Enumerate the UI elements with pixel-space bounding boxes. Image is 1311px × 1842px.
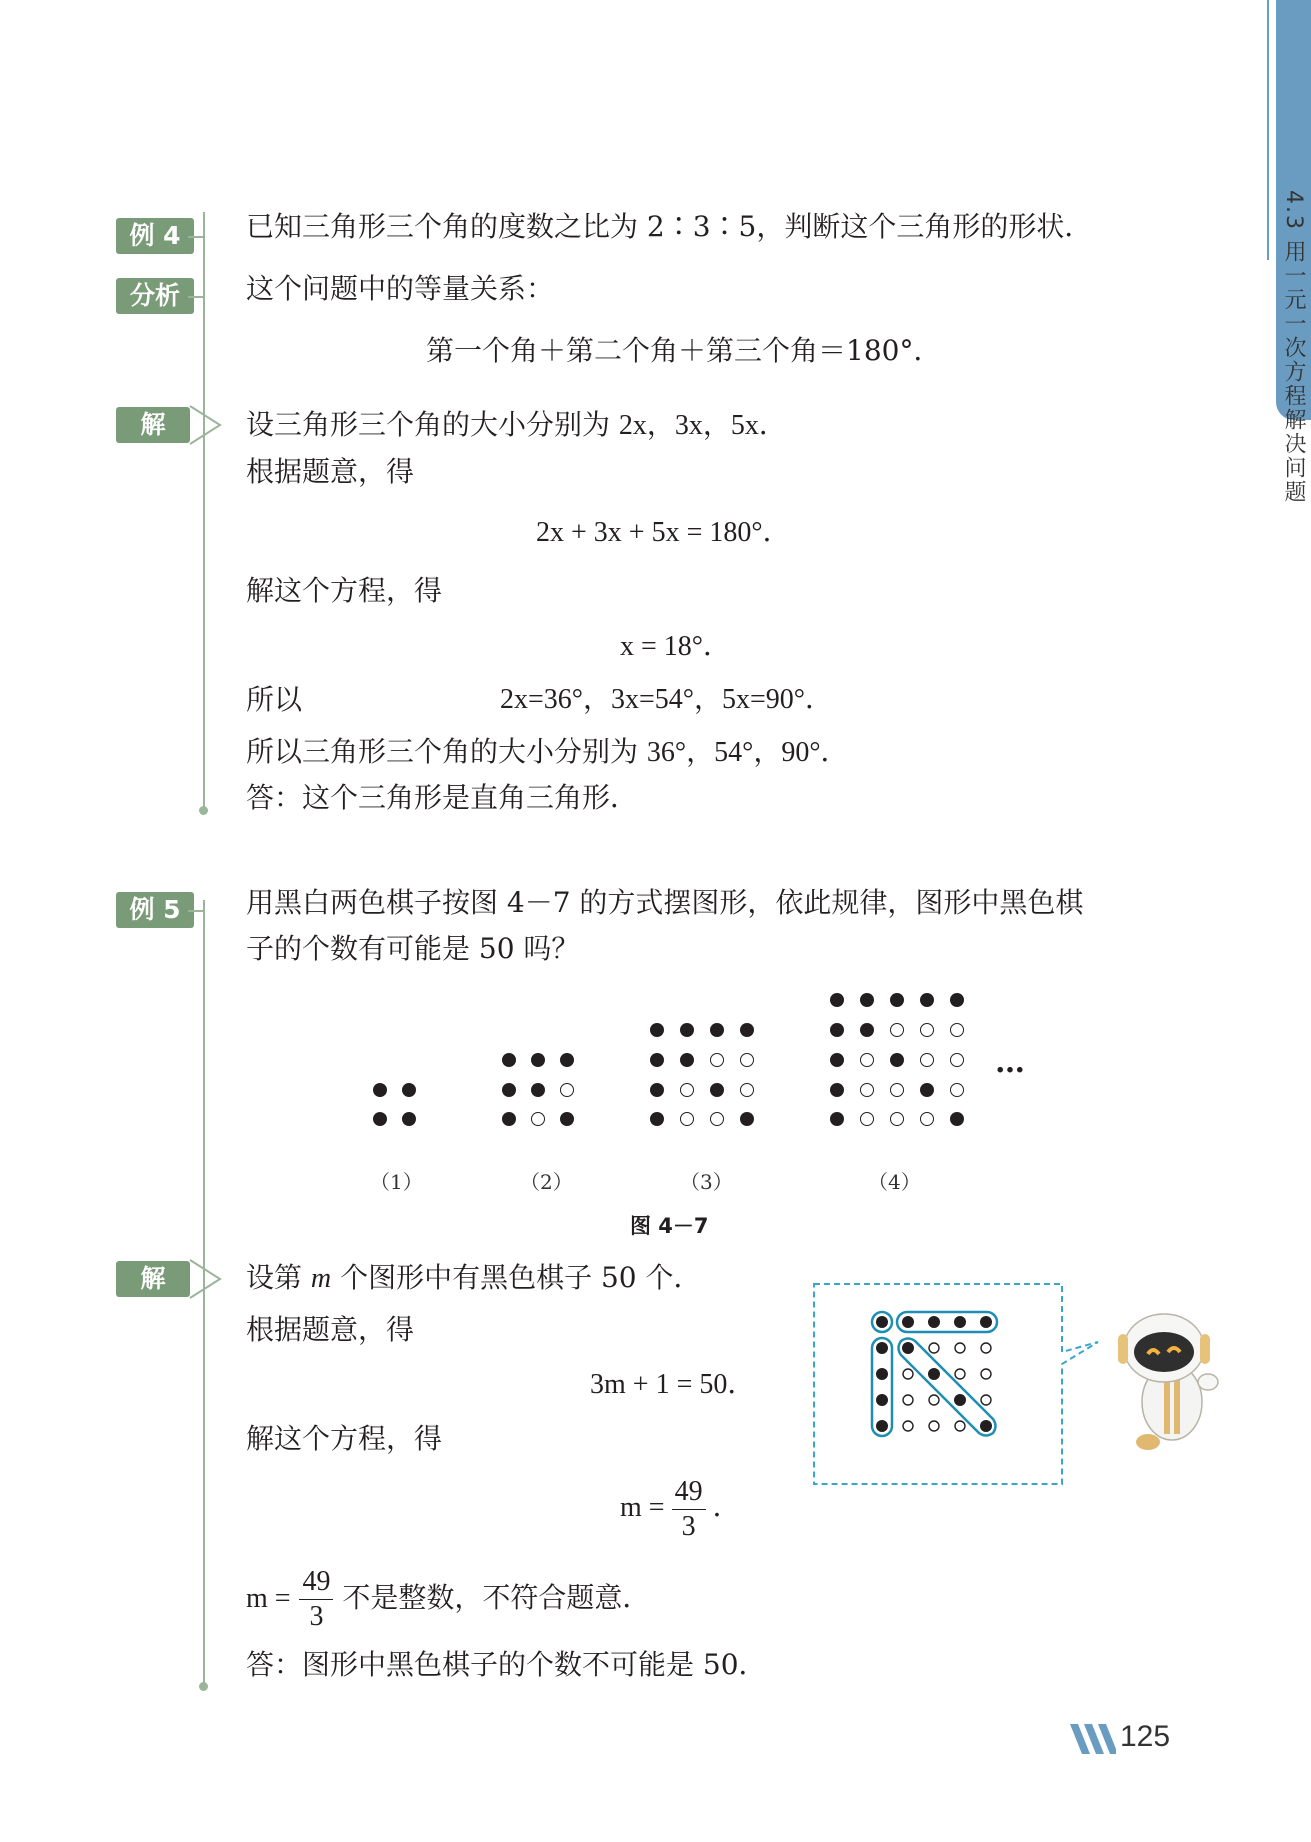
ex4-line-end xyxy=(199,806,208,815)
black-stone xyxy=(830,1112,844,1126)
white-stone xyxy=(860,1053,874,1067)
ex4-so-values: 2x=36°，3x=54°，5x=90°． xyxy=(500,684,833,715)
analysis-relation: 第一个角＋第二个角＋第三个角＝180°． xyxy=(426,334,942,367)
ex4-conclusion-prefix: 所以三角形三个角的大小分别为 xyxy=(246,735,639,768)
analysis-intro: 这个问题中的等量关系： xyxy=(246,272,555,305)
white-stone xyxy=(860,1083,874,1097)
white-stone xyxy=(920,1023,934,1037)
black-stone xyxy=(710,1083,724,1097)
black-stone xyxy=(830,1053,844,1067)
ex4-root: x = 18°． xyxy=(620,631,731,662)
black-stone xyxy=(531,1083,545,1097)
black-stone xyxy=(373,1083,387,1097)
black-stone xyxy=(950,1112,964,1126)
ex5-check-lhs: m = xyxy=(246,1583,291,1614)
white-stone xyxy=(560,1083,574,1097)
black-stone xyxy=(830,1023,844,1037)
black-stone xyxy=(830,1083,844,1097)
ex5-line-end xyxy=(199,1682,208,1691)
robot-mascot-icon xyxy=(1118,1314,1218,1450)
ex4-margin-line xyxy=(203,212,205,810)
black-stone xyxy=(402,1083,416,1097)
ex5-check-text: 不是整数，不符合题意． xyxy=(342,1581,651,1614)
figure-caption-1: （1） xyxy=(370,1170,423,1194)
white-stone xyxy=(890,1112,904,1126)
ex5-sol-b: 个图形中有黑色棋子 50 个． xyxy=(340,1261,702,1294)
black-stone xyxy=(650,1083,664,1097)
black-stone xyxy=(373,1112,387,1126)
black-stone xyxy=(650,1053,664,1067)
white-stone xyxy=(920,1112,934,1126)
chapter-title: 4.3 用一元一次方程解决问题 xyxy=(1281,190,1306,504)
ex5-sol-line1 xyxy=(246,1259,702,1298)
black-stone xyxy=(502,1112,516,1126)
tag-connector xyxy=(188,296,204,298)
black-stone xyxy=(950,993,964,1007)
figure-caption-2: （2） xyxy=(520,1170,573,1194)
tag-connector xyxy=(188,236,204,238)
white-stone xyxy=(920,1053,934,1067)
analysis-tag: 分析 xyxy=(116,278,194,314)
ex4-sol-prefix: 设三角形三个角的大小分别为 xyxy=(246,408,611,441)
white-stone xyxy=(710,1053,724,1067)
ex5-by-meaning: 根据题意，得 xyxy=(246,1313,415,1346)
black-stone xyxy=(402,1112,416,1126)
black-stone xyxy=(860,993,874,1007)
ex5-answer: 答：图形中黑色棋子的个数不可能是 50． xyxy=(246,1648,767,1681)
ex5-sol-a: 设第 xyxy=(246,1261,303,1294)
black-stone xyxy=(531,1053,545,1067)
black-stone xyxy=(830,993,844,1007)
solution-2-arrow-icon xyxy=(188,1258,224,1300)
ex5-root-fraction xyxy=(672,1478,706,1541)
ex4-conclusion xyxy=(246,733,849,772)
hint-stones xyxy=(876,1316,992,1432)
black-stone xyxy=(740,1112,754,1126)
ex5-solve-intro: 解这个方程，得 xyxy=(246,1422,443,1455)
ex4-sol-line1 xyxy=(246,406,787,445)
black-stone xyxy=(650,1112,664,1126)
fraction-numerator: 49 xyxy=(299,1568,333,1600)
ex4-answer: 答：这个三角形是直角三角形． xyxy=(246,781,639,814)
solution-2-tag: 解 xyxy=(116,1261,190,1297)
solution-tag: 解 xyxy=(116,407,190,443)
ex5-check xyxy=(246,1568,650,1631)
white-stone xyxy=(860,1112,874,1126)
white-stone xyxy=(890,1023,904,1037)
solution-arrow-icon xyxy=(188,404,224,446)
example-4-tag: 例 4 xyxy=(116,218,194,254)
ex4-conclusion-values: 36°，54°，90°． xyxy=(646,737,849,768)
ex5-root-end: ． xyxy=(712,1491,741,1523)
ex5-root xyxy=(620,1478,741,1541)
white-stone xyxy=(710,1112,724,1126)
fraction-numerator: 49 xyxy=(672,1478,706,1510)
hint-diagram xyxy=(812,1282,1232,1486)
ex4-so-label: 所以 xyxy=(246,683,303,716)
black-stone xyxy=(560,1053,574,1067)
white-stone xyxy=(740,1083,754,1097)
white-stone xyxy=(950,1053,964,1067)
ex5-root-lhs: m = xyxy=(620,1491,665,1523)
white-stone xyxy=(890,1083,904,1097)
black-stone xyxy=(920,1083,934,1097)
black-stone xyxy=(502,1053,516,1067)
figure-caption-4: （4） xyxy=(868,1170,921,1194)
black-stone xyxy=(860,1023,874,1037)
figure-label: 图 4－7 xyxy=(630,1214,709,1238)
page-number: 125 xyxy=(1120,1720,1171,1753)
white-stone xyxy=(740,1053,754,1067)
black-stone xyxy=(740,1023,754,1037)
ex5-sol-m: m xyxy=(310,1263,332,1294)
ex5-equation: 3m + 1 = 50． xyxy=(590,1369,756,1400)
ex5-check-fraction xyxy=(299,1568,333,1631)
example-5-tag: 例 5 xyxy=(116,892,194,928)
black-stone xyxy=(920,993,934,1007)
fraction-denominator: 3 xyxy=(309,1601,324,1632)
figure-ellipsis: … xyxy=(995,1045,1025,1080)
black-stone xyxy=(560,1112,574,1126)
white-stone xyxy=(680,1083,694,1097)
ex5-problem-line1: 用黑白两色棋子按图 4－7 的方式摆图形，依此规律，图形中黑色棋 xyxy=(246,886,1084,919)
white-stone xyxy=(950,1023,964,1037)
ex5-problem-line2: 子的个数有可能是 50 吗？ xyxy=(246,932,580,965)
black-stone xyxy=(890,993,904,1007)
black-stone xyxy=(502,1083,516,1097)
tag-connector xyxy=(188,910,204,912)
white-stone xyxy=(950,1083,964,1097)
page-number-stripes-icon xyxy=(1068,1722,1116,1756)
figure-caption-3: （3） xyxy=(680,1170,733,1194)
ex4-problem: 已知三角形三个角的度数之比为 2∶3∶5，判断这个三角形的形状． xyxy=(246,210,1093,243)
white-stone xyxy=(680,1112,694,1126)
black-stone xyxy=(680,1053,694,1067)
white-stone xyxy=(531,1112,545,1126)
black-stone xyxy=(680,1023,694,1037)
black-stone xyxy=(710,1023,724,1037)
ex4-solve-intro: 解这个方程，得 xyxy=(246,574,443,607)
ex4-by-meaning: 根据题意，得 xyxy=(246,455,415,488)
fraction-denominator: 3 xyxy=(681,1511,696,1542)
black-stone xyxy=(890,1053,904,1067)
ex4-sol-vars: 2x，3x，5x． xyxy=(618,410,787,441)
ex4-equation: 2x + 3x + 5x = 180°． xyxy=(536,517,791,548)
black-stone xyxy=(650,1023,664,1037)
